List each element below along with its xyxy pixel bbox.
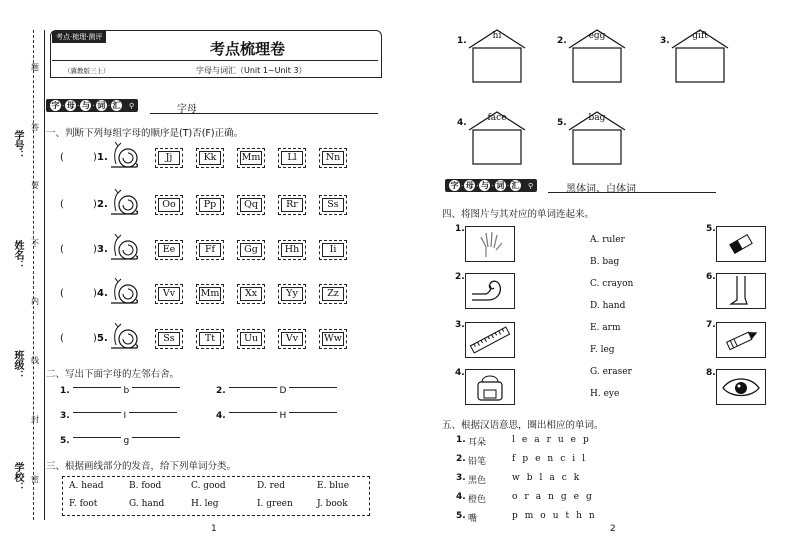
word-option: I. green (257, 499, 293, 509)
letter-box: Rr (278, 195, 306, 215)
letter-box: Vv (155, 284, 183, 304)
margin-line (44, 30, 45, 520)
section-rule (548, 192, 716, 193)
section-badge: 字 · 母 · 与 · 词 · 汇 ⚲ (46, 99, 138, 112)
chinese-meaning: 铅笔 (468, 457, 487, 467)
letter-box: Ii (319, 240, 347, 260)
letter-box: Xx (237, 284, 265, 304)
letter-sequence[interactable]: learuep (512, 435, 596, 445)
badge-char: 与 (81, 101, 90, 110)
badge-char: 母 (66, 101, 75, 110)
header-divider (52, 60, 378, 61)
letter-box: Ww (319, 329, 347, 349)
neighbor-item (216, 386, 337, 396)
badge-char: 与 (480, 181, 489, 190)
letter-box: Kk (196, 148, 224, 168)
q1-title: 一、判断下列每组字母的顺序是(T)否(F)正确。 (46, 128, 244, 139)
item-number: 1. (455, 224, 465, 234)
item-number: 2. (216, 386, 226, 396)
bag-picture[interactable] (465, 369, 515, 405)
word-option: C. crayon (590, 279, 634, 289)
letter-box: Mm (237, 148, 265, 168)
item-number: 5. (706, 224, 716, 234)
answer-line[interactable] (73, 437, 121, 444)
answer-paren-open: ( (60, 333, 64, 344)
ruler-picture[interactable] (465, 322, 515, 358)
section-title: 黑体词、白体词 (566, 184, 636, 195)
item-number: 2. (97, 199, 108, 210)
item-number: 1. (457, 36, 467, 46)
letter-box: Zz (319, 284, 347, 304)
item-number: 2. (456, 454, 466, 464)
word-option: G. eraser (590, 367, 632, 377)
section-badge: 字 · 母 · 与 · 词 · 汇 ⚲ (445, 179, 537, 192)
answer-blank[interactable] (70, 333, 94, 347)
item-number: 4. (456, 492, 466, 502)
item-number: 5. (60, 436, 70, 446)
letter-box: Mm (196, 284, 224, 304)
answer-line[interactable] (73, 387, 121, 394)
letter-box: Nn (319, 148, 347, 168)
item-number: 4. (457, 118, 467, 128)
word-option: D. red (257, 481, 286, 491)
answer-paren-close: ) (93, 288, 97, 299)
word-option: B. food (129, 481, 162, 491)
eraser-picture[interactable] (716, 226, 766, 262)
word-option: C. good (191, 481, 226, 491)
item-number: 3. (456, 473, 466, 483)
eye-picture[interactable] (716, 369, 766, 405)
badge-char: 词 (97, 101, 106, 110)
badge-char: 汇 (112, 101, 121, 110)
chinese-meaning: 橙色 (468, 495, 487, 505)
word-option: F. foot (69, 499, 98, 509)
name-label: 姓名： (12, 240, 23, 270)
item-number: 2. (557, 36, 567, 46)
cut-line (33, 30, 34, 520)
ruler-icon (466, 323, 514, 357)
item-number: 1. (456, 435, 466, 445)
item-number: 5. (557, 118, 567, 128)
house-word: bag (588, 113, 606, 123)
q3-title: 三、根据画线部分的发音，给下列单词分类。 (46, 461, 237, 472)
letter-box: Gg (237, 240, 265, 260)
word-option: H. eye (590, 389, 620, 399)
margin-char: 不 (31, 239, 39, 248)
answer-paren-open: ( (60, 244, 64, 255)
answer-area[interactable] (575, 134, 619, 162)
word-option: H. leg (191, 499, 219, 509)
letter-box: Yy (278, 284, 306, 304)
magnifier-icon: ⚲ (527, 181, 534, 190)
margin-char: 答 (31, 123, 39, 132)
answer-blank[interactable] (70, 199, 94, 213)
answer-paren-close: ) (93, 244, 97, 255)
word-option: J. book (317, 499, 348, 509)
letter-box: Oo (155, 195, 183, 215)
hand-picture[interactable] (465, 226, 515, 262)
section-title: 字母 (177, 104, 197, 115)
eye-icon (717, 370, 765, 404)
margin-char: 要 (31, 181, 39, 190)
word-option: A. ruler (590, 235, 625, 245)
item-number: 5. (97, 333, 108, 344)
section-rule (150, 113, 378, 114)
class-label: 班级： (12, 350, 23, 380)
item-number: 1. (97, 152, 108, 163)
neighbor-item (60, 411, 177, 421)
letter-box: Ff (196, 240, 224, 260)
page-number: 2 (610, 524, 616, 534)
letter-box: Ee (155, 240, 183, 260)
margin-char: 封 (31, 415, 39, 424)
badge-char: 词 (496, 181, 505, 190)
letter-box: Pp (196, 195, 224, 215)
answer-area[interactable] (575, 52, 619, 80)
leg-icon (717, 274, 765, 308)
answer-line[interactable] (129, 412, 177, 419)
item-number: 8. (706, 368, 716, 378)
snail-icon (108, 232, 140, 262)
letter-sequence[interactable]: fpencil (512, 454, 593, 464)
chinese-meaning: 耳朵 (468, 438, 487, 448)
neighbor-item (216, 411, 337, 421)
given-letter: g (123, 436, 130, 446)
given-letter: b (123, 386, 130, 396)
letter-box: Hh (278, 240, 306, 260)
neighbor-item (60, 436, 180, 446)
page-subtitle: 字母与词汇（Unit 1~Unit 3） (196, 66, 307, 75)
letter-box: Ll (278, 148, 306, 168)
page-number: 1 (211, 524, 217, 534)
badge-char: 汇 (511, 181, 520, 190)
margin-char: 密 (31, 475, 39, 484)
crayon-icon (717, 323, 765, 357)
house-word: gift (692, 31, 708, 41)
word-option: E. blue (317, 481, 350, 491)
badge-char: 字 (51, 101, 60, 110)
margin-char: 线 (31, 356, 39, 365)
house-word: egg (588, 31, 606, 41)
answer-paren-open: ( (60, 152, 64, 163)
letter-sequence[interactable]: pmouthn (512, 511, 602, 521)
answer-line[interactable] (289, 412, 337, 419)
item-number: 4. (216, 411, 226, 421)
letter-box: Uu (237, 329, 265, 349)
answer-line[interactable] (132, 437, 180, 444)
header-tag: 考点·梳理·测评 (52, 31, 106, 43)
answer-blank[interactable] (70, 152, 94, 166)
chinese-meaning: 嘴 (468, 514, 478, 524)
letter-sequence[interactable]: orangeg (512, 492, 599, 502)
item-number: 5. (456, 511, 466, 521)
answer-paren-close: ) (93, 152, 97, 163)
answer-area[interactable] (475, 134, 519, 162)
eraser-icon (717, 227, 765, 261)
item-number: 4. (455, 368, 465, 378)
given-letter: I (123, 411, 127, 421)
answer-line[interactable] (289, 387, 337, 394)
q4-title: 四、将图片与其对应的单词连起来。 (442, 209, 595, 220)
given-letter: H (279, 411, 287, 421)
item-number: 2. (455, 272, 465, 282)
letter-sequence[interactable]: wblack (512, 473, 587, 483)
answer-paren-close: ) (93, 199, 97, 210)
magnifier-icon: ⚲ (128, 101, 135, 110)
letter-box: Ss (319, 195, 347, 215)
item-number: 4. (97, 288, 108, 299)
answer-line[interactable] (73, 412, 121, 419)
answer-paren-open: ( (60, 288, 64, 299)
crayon-picture[interactable] (716, 322, 766, 358)
house-word: face (487, 113, 507, 123)
word-option: B. bag (590, 257, 620, 267)
answer-blank[interactable] (70, 288, 94, 302)
bag-icon (466, 370, 514, 404)
snail-icon (108, 187, 140, 217)
letter-box: Ss (155, 329, 183, 349)
leg-picture[interactable] (716, 273, 766, 309)
answer-area[interactable] (678, 52, 722, 80)
chinese-meaning: 黑色 (468, 476, 487, 486)
word-box (62, 476, 370, 516)
answer-line[interactable] (229, 412, 277, 419)
student-number-label: 学号： (12, 130, 23, 160)
answer-blank[interactable] (70, 244, 94, 258)
snail-icon (108, 276, 140, 306)
answer-line[interactable] (229, 387, 277, 394)
house-word: hi (492, 31, 502, 41)
q5-title: 五、根据汉语意思，圈出相应的单词。 (442, 420, 604, 431)
item-number: 1. (60, 386, 70, 396)
margin-char: 内 (31, 297, 39, 306)
header-edition: （冀教版三上） (64, 67, 110, 75)
item-number: 3. (97, 244, 108, 255)
item-number: 3. (455, 320, 465, 330)
letter-box: Qq (237, 195, 265, 215)
given-letter: D (279, 386, 287, 396)
item-number: 7. (706, 320, 716, 330)
badge-char: 字 (450, 181, 459, 190)
snail-icon (108, 140, 140, 170)
snail-icon (108, 321, 140, 351)
letter-box: Tt (196, 329, 224, 349)
page-title: 考点梳理卷 (210, 40, 286, 58)
neighbor-item (60, 386, 180, 396)
word-option: F. leg (590, 345, 615, 355)
answer-paren-open: ( (60, 199, 64, 210)
arm-picture[interactable] (465, 273, 515, 309)
answer-line[interactable] (132, 387, 180, 394)
q2-title: 二、写出下面字母的左邻右舍。 (46, 369, 180, 380)
margin-char: 题 (31, 63, 39, 72)
word-option: A. head (69, 481, 104, 491)
word-option: D. hand (590, 301, 626, 311)
hand-icon (466, 227, 514, 261)
item-number: 3. (60, 411, 70, 421)
item-number: 3. (660, 36, 670, 46)
letter-box: Vv (278, 329, 306, 349)
answer-area[interactable] (475, 52, 519, 80)
word-option: E. arm (590, 323, 621, 333)
answer-paren-close: ) (93, 333, 97, 344)
item-number: 6. (706, 272, 716, 282)
word-option: G. hand (129, 499, 165, 509)
arm-icon (466, 274, 514, 308)
badge-char: 母 (465, 181, 474, 190)
school-label: 学校： (12, 462, 23, 492)
letter-box: Jj (155, 148, 183, 168)
